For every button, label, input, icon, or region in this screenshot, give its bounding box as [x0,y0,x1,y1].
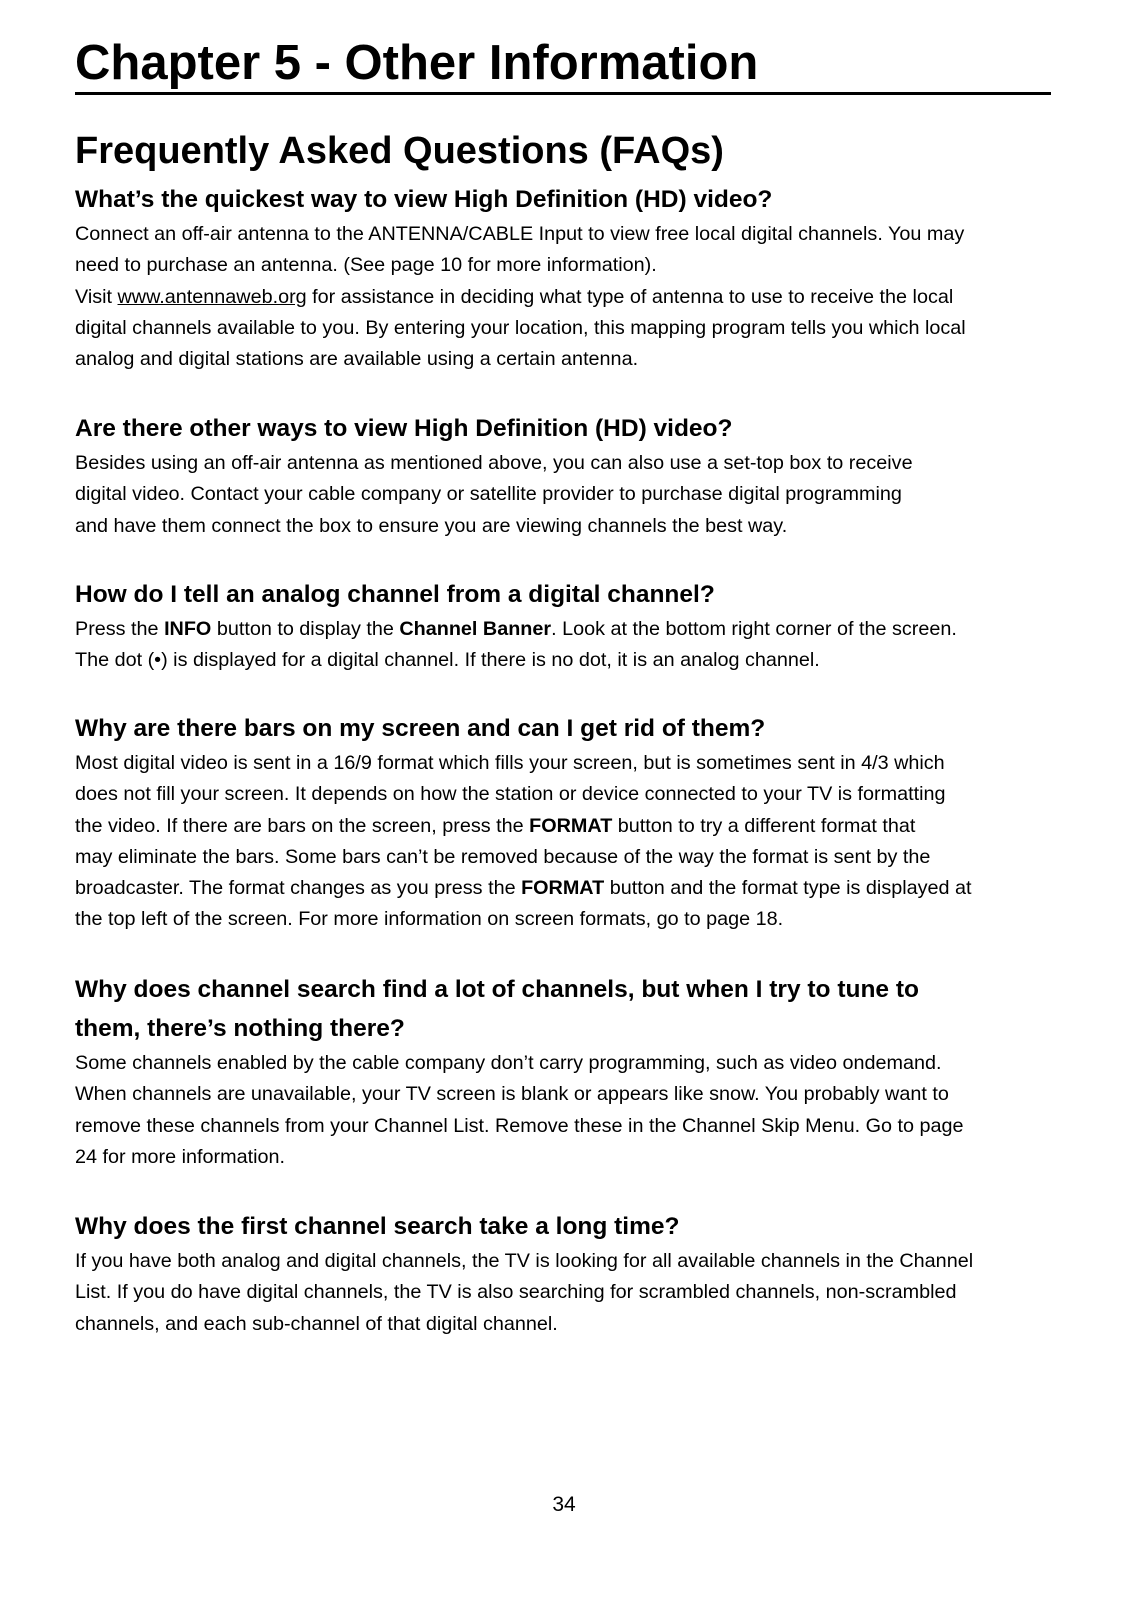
answer-text: Press the [75,618,165,640]
chapter-title-underline [75,92,1051,95]
faq-item [75,575,1051,677]
faq-answer [75,614,1051,677]
faq-item [75,409,1051,542]
answer-line: need to purchase an antenna. (See page 10 for more information). [75,254,657,277]
faq-question: How do I tell an analog channel from a digital channel? [75,581,715,608]
faq-question: What’s the quickest way to view High Definition (HD) video? [75,186,773,213]
answer-line: channels, and each sub-channel of that digital channel. [75,1312,558,1335]
answer-text: Visit [75,285,118,308]
answer-text: broadcaster. The format changes as you press the [75,877,522,900]
answer-line: When channels are unavailable, your TV screen is blank or appears like snow. You probably want to [75,1083,949,1106]
answer-line: digital channels available to you. By entering your location, this mapping program tells you which local [75,316,966,339]
answer-text: button and the format type is displayed at [604,877,972,900]
answer-line: Some channels enabled by the cable company don’t carry programming, such as video ondemand. [75,1052,942,1074]
faq-item [75,970,1051,1173]
answer-line: does not fill your screen. It depends on how the station or device connected to your TV is formatting [75,783,946,806]
answer-line: The dot (•) is displayed for a digital channel. If there is no dot, it is an analog channel. [75,649,820,672]
answer-line: remove these channels from your Channel List. Remove these in the Channel Skip Menu. Go to page [75,1114,964,1137]
format-button-term: FORMAT [529,814,613,837]
answer-line: If you have both analog and digital channels, the TV is looking for all available channels in the Channel [75,1250,974,1272]
faq-answer [75,1246,1051,1340]
faq-answer [75,448,1051,542]
faq-question [75,970,1051,1048]
faq-question: Why does the first channel search take a long time? [75,1213,680,1240]
answer-line: and have them connect the box to ensure you are viewing channels the best way. [75,514,788,537]
faq-answer [75,1048,1051,1173]
faq-answer [75,219,1051,375]
antennaweb-link[interactable]: www.antennaweb.org [117,285,307,308]
faq-answer [75,748,1051,936]
answer-line: List. If you do have digital channels, the TV is also searching for scrambled channels, non-scrambled [75,1281,957,1304]
faq-question: Are there other ways to view High Definition (HD) video? [75,415,733,442]
answer-line: Connect an off-air antenna to the ANTENNA/CABLE Input to view free local digital channels. You may [75,223,965,245]
answer-line: Most digital video is sent in a 16/9 format which fills your screen, but is sometimes sent in 4/3 which [75,752,945,774]
answer-line [75,873,1051,904]
question-line: them, there’s nothing there? [75,1015,405,1042]
page-number: 34 [552,1493,576,1516]
answer-line: 24 for more information. [75,1145,285,1168]
question-line: Why does channel search find a lot of channels, but when I try to tune to [75,976,919,1003]
chapter-title: Chapter 5 - Other Information [75,36,759,90]
answer-line: may eliminate the bars. Some bars can’t be removed because of the way the format is sent by the [75,845,931,868]
answer-line [75,811,1051,842]
answer-line: digital video. Contact your cable company or satellite provider to purchase digital programming [75,483,902,506]
faq-item [75,180,1051,375]
answer-line: Besides using an off-air antenna as mentioned above, you can also use a set-top box to receive [75,452,913,474]
faq-item [75,709,1051,936]
answer-line: analog and digital stations are available using a certain antenna. [75,348,639,371]
answer-line [75,282,1051,313]
info-button-term: INFO [164,618,212,640]
answer-line [75,614,1051,645]
answer-text: button to try a different format that [612,814,916,837]
answer-text: . Look at the bottom right corner of the screen. [551,618,957,640]
faq-question: Why are there bars on my screen and can I get rid of them? [75,715,766,742]
answer-text: button to display the [211,618,400,640]
answer-text: the video. If there are bars on the screen, press the [75,814,530,837]
channel-banner-term: Channel Banner [399,618,552,640]
faq-item [75,1207,1051,1340]
answer-line: the top left of the screen. For more information on screen formats, go to page 18. [75,908,784,931]
answer-text: for assistance in deciding what type of antenna to use to receive the local [306,285,954,308]
section-title: Frequently Asked Questions (FAQs) [75,130,724,172]
format-button-term: FORMAT [521,877,605,900]
